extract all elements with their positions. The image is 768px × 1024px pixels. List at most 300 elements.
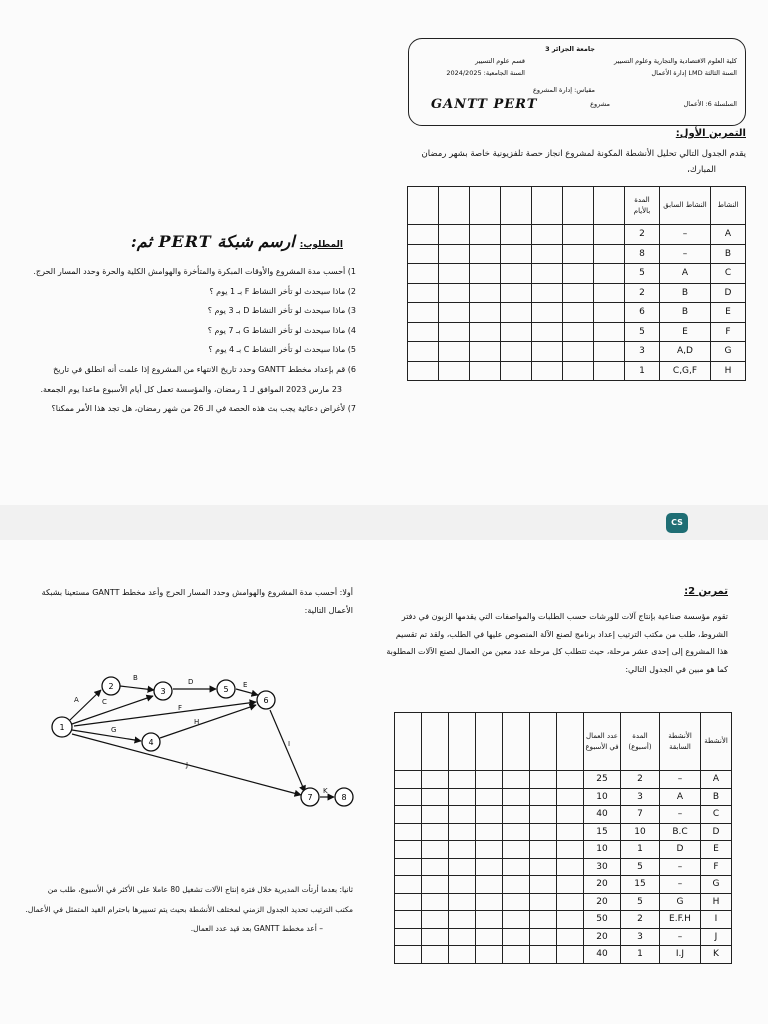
empty-col	[395, 713, 422, 771]
table-row	[395, 771, 732, 789]
empty-cell	[408, 303, 439, 323]
empty-cell	[594, 264, 625, 284]
empty-cell	[476, 806, 503, 824]
empty-cell	[476, 771, 503, 789]
empty-cell	[395, 771, 422, 789]
node-label: 4	[148, 738, 154, 747]
table-row	[408, 244, 746, 264]
intro-line: الشروط، طلب من مكتب الترتيب إعداد برنامج لصنع الآلة المنصوص عليها في الطلب، ولقد تم تقسيم	[395, 629, 728, 639]
empty-cell	[557, 946, 584, 964]
empty-cell	[530, 893, 557, 911]
col-duration: المدة (أسبوع)	[621, 713, 660, 771]
node-label: 8	[341, 793, 347, 802]
table-cell: 20	[584, 928, 621, 946]
series-suffix: مشروع	[590, 100, 610, 108]
empty-cell	[503, 841, 530, 859]
empty-cell	[408, 361, 439, 381]
table-cell: –	[660, 771, 701, 789]
table-cell: A	[711, 225, 746, 245]
empty-cell	[470, 225, 501, 245]
table-cell: 25	[584, 771, 621, 789]
empty-cell	[501, 244, 532, 264]
question-item: 23 مارس 2023 الموافق لـ 1 رمضان، والمؤسسة تعمل كل أيام الأسبوع ماعدا يوم الجمعة.	[40, 384, 342, 394]
table-row	[395, 841, 732, 859]
question-item: 5) ماذا سيحدث لو تأخر النشاط C بـ 4 يوم ؟	[208, 345, 356, 355]
table-row	[408, 303, 746, 323]
table-cell: 40	[584, 946, 621, 964]
table-cell: A	[701, 771, 732, 789]
table-cell: H	[711, 361, 746, 381]
empty-cell	[503, 823, 530, 841]
empty-cell	[532, 264, 563, 284]
edge-I-line	[270, 710, 305, 792]
empty-cell	[408, 322, 439, 342]
empty-cell	[395, 946, 422, 964]
table-cell: D	[660, 841, 701, 859]
node-6	[257, 691, 275, 709]
required-handwritten: ارسم شبكة PERT ثم:	[130, 232, 295, 251]
empty-cell	[408, 342, 439, 362]
empty-col	[594, 187, 625, 225]
part-2-line: – أعد مخطط GANTT بعد قيد عدد العمال.	[190, 924, 323, 933]
part-2-text	[18, 880, 353, 939]
empty-cell	[532, 361, 563, 381]
empty-cell	[439, 264, 470, 284]
university-name: جامعة الجزائر 3	[545, 45, 595, 53]
empty-cell	[470, 342, 501, 362]
empty-col	[439, 187, 470, 225]
table-row	[395, 876, 732, 894]
empty-col	[476, 713, 503, 771]
empty-cell	[501, 303, 532, 323]
table-row	[408, 264, 746, 284]
empty-col	[422, 713, 449, 771]
empty-cell	[563, 361, 594, 381]
table-cell: A	[660, 264, 711, 284]
page-gap	[0, 505, 768, 540]
empty-cell	[594, 342, 625, 362]
empty-col	[530, 713, 557, 771]
empty-cell	[532, 303, 563, 323]
empty-cell	[557, 806, 584, 824]
empty-cell	[449, 928, 476, 946]
table-cell: 5	[621, 858, 660, 876]
empty-cell	[530, 788, 557, 806]
table-row	[395, 911, 732, 929]
empty-cell	[563, 264, 594, 284]
empty-cell	[503, 946, 530, 964]
edge-label-G: G	[111, 726, 117, 734]
empty-cell	[476, 788, 503, 806]
table-cell: B.C	[660, 823, 701, 841]
empty-cell	[503, 771, 530, 789]
table-cell: B	[701, 788, 732, 806]
question-item: 2) ماذا سيحدث لو تأخر النشاط F بـ 1 يوم ؟	[209, 286, 356, 296]
table-cell: 10	[621, 823, 660, 841]
col-activity: النشاط	[711, 187, 746, 225]
intro-line-2: المبارك،	[687, 165, 716, 176]
intro-line: هذا المشروع إلى إحدى عشر مرحلة، حيث تتطلب كل مرحلة عدد معين من العمال لصنع الآلات المطلوبة	[386, 647, 728, 657]
edge-label-B: B	[133, 674, 138, 682]
empty-cell	[449, 858, 476, 876]
table-cell: F	[701, 858, 732, 876]
empty-cell	[594, 322, 625, 342]
empty-cell	[503, 911, 530, 929]
table-cell: H	[701, 893, 732, 911]
empty-cell	[422, 788, 449, 806]
empty-cell	[557, 858, 584, 876]
edge-label-A: A	[74, 696, 79, 704]
empty-col	[470, 187, 501, 225]
node-label: 3	[160, 687, 166, 696]
table-cell: 3	[621, 788, 660, 806]
empty-cell	[470, 264, 501, 284]
node-2	[102, 677, 120, 695]
table-cell: 5	[621, 893, 660, 911]
empty-cell	[503, 876, 530, 894]
edge-label-H: H	[194, 718, 200, 726]
part-2-line: ثانيا: بعدما أرتأت المديرية خلال فترة إنتاج الآلات تشغيل 80 عاملا على الأكثر في الأسبوع، طلب من	[47, 885, 353, 894]
empty-cell	[530, 911, 557, 929]
table-cell: J	[701, 928, 732, 946]
node-label: 1	[59, 723, 65, 732]
empty-cell	[395, 928, 422, 946]
table-cell: 1	[625, 361, 660, 381]
empty-col	[503, 713, 530, 771]
table-cell: 7	[621, 806, 660, 824]
table-cell: 40	[584, 806, 621, 824]
question-item: 4) ماذا سيحدث لو تأخر النشاط G بـ 7 يوم ؟	[207, 325, 356, 335]
empty-cell	[476, 928, 503, 946]
empty-cell	[557, 788, 584, 806]
empty-cell	[449, 771, 476, 789]
question-item: 7) لأغراض دعائية يجب بث هذه الحصة في الـ 26 من شهر رمضان، هل تجد هذا الأمر ممكنا؟	[51, 404, 356, 414]
empty-cell	[532, 244, 563, 264]
node-3	[154, 682, 172, 700]
empty-cell	[408, 264, 439, 284]
table-row	[408, 361, 746, 381]
empty-cell	[395, 841, 422, 859]
empty-cell	[563, 322, 594, 342]
empty-cell	[530, 771, 557, 789]
empty-cell	[449, 946, 476, 964]
edge-B-line	[120, 686, 154, 690]
intro-line: كما هو مبين في الجدول التالي:	[625, 664, 728, 674]
table-cell: –	[660, 244, 711, 264]
part-1-line-1: أولا: أحسب مدة المشروع والهوامش وحدد المسار الحرج وأعد مخطط GANTT مستعينا بشبكة	[41, 588, 353, 597]
empty-cell	[594, 283, 625, 303]
empty-col	[532, 187, 563, 225]
col-workers: عدد العمال في الأسبوع	[584, 713, 621, 771]
empty-cell	[470, 322, 501, 342]
empty-cell	[503, 928, 530, 946]
table-cell: 20	[584, 893, 621, 911]
academic-year: السنة الجامعية: 2024/2025	[446, 69, 525, 77]
table-cell: 5	[625, 322, 660, 342]
empty-cell	[501, 264, 532, 284]
empty-cell	[449, 876, 476, 894]
empty-cell	[395, 858, 422, 876]
empty-cell	[557, 911, 584, 929]
empty-cell	[395, 893, 422, 911]
empty-cell	[530, 928, 557, 946]
empty-col	[501, 187, 532, 225]
edge-H-line	[160, 705, 256, 738]
part-1-line-2: الأعمال التالية:	[304, 606, 353, 616]
exercise-2-title: تمرين 2:	[684, 586, 728, 597]
part-2-line: مكتب الترتيب تحديد الجدول الزمني لمختلف الأنشطة بحيث يتم تسييرها باحترام القيد المتمثل في الأعمال.	[25, 904, 353, 914]
table-cell: 3	[625, 342, 660, 362]
table-cell: 5	[625, 264, 660, 284]
level: السنة الثالثة LMD إدارة الأعمال	[651, 69, 737, 77]
empty-cell	[532, 283, 563, 303]
empty-cell	[501, 322, 532, 342]
empty-cell	[439, 283, 470, 303]
empty-cell	[476, 841, 503, 859]
edge-label-I: I	[288, 740, 291, 748]
empty-col	[408, 187, 439, 225]
empty-cell	[563, 225, 594, 245]
empty-cell	[395, 788, 422, 806]
table-cell: 15	[621, 876, 660, 894]
empty-cell	[530, 806, 557, 824]
empty-cell	[422, 928, 449, 946]
empty-cell	[449, 893, 476, 911]
edge-G-line	[72, 730, 141, 741]
table-cell: –	[660, 225, 711, 245]
empty-cell	[503, 893, 530, 911]
node-1	[52, 717, 72, 737]
table-cell: 10	[584, 788, 621, 806]
empty-cell	[439, 303, 470, 323]
empty-cell	[563, 342, 594, 362]
table-cell: B	[711, 244, 746, 264]
empty-cell	[395, 911, 422, 929]
series-title: السلسلة 6: الأعمال	[683, 100, 737, 108]
edge-label-K: K	[323, 787, 328, 795]
empty-cell	[532, 322, 563, 342]
part-1-text	[18, 584, 353, 621]
col-activity: الأنشطة	[701, 713, 732, 771]
table-cell: –	[660, 876, 701, 894]
empty-cell	[563, 303, 594, 323]
empty-cell	[422, 946, 449, 964]
empty-cell	[503, 788, 530, 806]
empty-cell	[530, 946, 557, 964]
handwritten-note: GANTT PERT	[431, 97, 538, 112]
edge-label-D: D	[188, 678, 194, 686]
activities-table-2	[394, 712, 732, 964]
table-row	[395, 893, 732, 911]
empty-cell	[439, 244, 470, 264]
table-cell: C	[701, 806, 732, 824]
table-cell: A,D	[660, 342, 711, 362]
empty-cell	[422, 858, 449, 876]
empty-col	[449, 713, 476, 771]
table-cell: 1	[621, 946, 660, 964]
table-cell: G	[660, 893, 701, 911]
empty-cell	[470, 244, 501, 264]
empty-cell	[476, 946, 503, 964]
table-cell: –	[660, 806, 701, 824]
empty-cell	[530, 841, 557, 859]
table-cell: 2	[621, 911, 660, 929]
table-cell: C,G,F	[660, 361, 711, 381]
empty-cell	[449, 911, 476, 929]
edge-E-line	[236, 689, 258, 695]
empty-cell	[422, 893, 449, 911]
empty-cell	[395, 823, 422, 841]
table-cell: –	[660, 928, 701, 946]
node-8	[335, 788, 353, 806]
question-item: 3) ماذا سيحدث لو تأخر النشاط D بـ 3 يوم ؟	[207, 306, 356, 316]
empty-cell	[594, 361, 625, 381]
table-row	[395, 788, 732, 806]
empty-cell	[470, 303, 501, 323]
table-row	[395, 858, 732, 876]
table-cell: G	[711, 342, 746, 362]
edge-label-C: C	[102, 698, 107, 706]
empty-cell	[594, 303, 625, 323]
empty-cell	[439, 322, 470, 342]
empty-cell	[530, 876, 557, 894]
table-cell: 10	[584, 841, 621, 859]
table-header-row	[408, 187, 746, 225]
empty-cell	[476, 823, 503, 841]
table-cell: B	[660, 303, 711, 323]
table-row	[408, 283, 746, 303]
exercise-1-title: التمرين الأول:	[675, 128, 746, 139]
empty-cell	[476, 858, 503, 876]
table-cell: 6	[625, 303, 660, 323]
empty-cell	[449, 806, 476, 824]
empty-cell	[449, 788, 476, 806]
required-heading	[131, 232, 343, 251]
empty-cell	[422, 911, 449, 929]
exercise-2-intro	[388, 608, 728, 678]
document-header	[408, 38, 746, 126]
table-cell: 30	[584, 858, 621, 876]
empty-cell	[557, 771, 584, 789]
department-name: قسم علوم التسيير	[475, 57, 525, 65]
empty-cell	[422, 806, 449, 824]
empty-cell	[439, 342, 470, 362]
empty-cell	[594, 225, 625, 245]
camscanner-badge: CS	[666, 513, 688, 533]
table-cell: 2	[625, 225, 660, 245]
table-cell: A	[660, 788, 701, 806]
empty-cell	[470, 283, 501, 303]
empty-cell	[476, 893, 503, 911]
empty-cell	[408, 283, 439, 303]
empty-cell	[563, 244, 594, 264]
node-4	[142, 733, 160, 751]
empty-cell	[563, 283, 594, 303]
activities-table-1	[407, 186, 746, 381]
question-item: 6) قم بإعداد مخطط GANTT وحدد تاريخ الانتهاء من المشروع إذا علمت أنه انطلق في تاريخ	[53, 364, 356, 374]
table-cell: 1	[621, 841, 660, 859]
table-cell: K	[701, 946, 732, 964]
node-5	[217, 680, 235, 698]
empty-cell	[557, 841, 584, 859]
intro-line: تقوم مؤسسة صناعية بإنتاج آلات للورشات حسب الطلبات والمواصفات التي يقدمها الزبون في دفتر	[401, 612, 728, 621]
col-predecessor: الأنشطة السابقة	[660, 713, 701, 771]
page-exercise-1	[0, 0, 768, 505]
empty-cell	[422, 876, 449, 894]
empty-cell	[476, 876, 503, 894]
table-cell: 3	[621, 928, 660, 946]
empty-cell	[503, 806, 530, 824]
empty-cell	[530, 823, 557, 841]
empty-cell	[476, 911, 503, 929]
question-item: 1) أحسب مدة المشروع والأوقات المبكرة والمتأخرة والهوامش الكلية والحرة وحدد المسار الحرج.	[33, 267, 356, 276]
table-row	[395, 806, 732, 824]
required-label: المطلوب:	[299, 240, 343, 250]
empty-cell	[557, 823, 584, 841]
table-cell: 20	[584, 876, 621, 894]
empty-cell	[557, 893, 584, 911]
col-duration: المدة بالأيام	[625, 187, 660, 225]
node-label: 6	[263, 696, 269, 705]
empty-cell	[439, 361, 470, 381]
empty-cell	[594, 244, 625, 264]
edge-label-F: F	[178, 704, 183, 712]
edge-label-E: E	[243, 681, 248, 689]
table-cell: D	[711, 283, 746, 303]
table-row	[408, 225, 746, 245]
node-label: 7	[307, 793, 313, 802]
intro-line-1: يقدم الجدول التالي تحليل الأنشطة المكونة لمشروع انجاز حصة تلفزيونية خاصة بشهر رمضان	[421, 149, 746, 159]
table-cell: E.F.H	[660, 911, 701, 929]
empty-cell	[501, 342, 532, 362]
table-cell: F	[711, 322, 746, 342]
empty-cell	[422, 823, 449, 841]
activity-network-diagram	[40, 670, 370, 810]
table-row	[395, 946, 732, 964]
module-name: مقياس: إدارة المشروع	[533, 86, 595, 94]
empty-cell	[470, 361, 501, 381]
table-cell: I	[701, 911, 732, 929]
table-row	[395, 823, 732, 841]
table-cell: 8	[625, 244, 660, 264]
table-row	[408, 342, 746, 362]
table-header-row	[395, 713, 732, 771]
network-nodes	[52, 677, 353, 806]
node-label: 5	[223, 685, 229, 694]
empty-cell	[395, 876, 422, 894]
node-7	[301, 788, 319, 806]
exercise-1-intro	[411, 146, 746, 178]
empty-cell	[395, 806, 422, 824]
empty-cell	[501, 225, 532, 245]
empty-cell	[532, 225, 563, 245]
table-row	[395, 928, 732, 946]
faculty-name: كلية العلوم الاقتصادية والتجارية وعلوم التسيير	[614, 57, 737, 65]
empty-cell	[408, 244, 439, 264]
empty-cell	[557, 928, 584, 946]
table-cell: E	[711, 303, 746, 323]
table-cell: 15	[584, 823, 621, 841]
table-cell: –	[660, 858, 701, 876]
page-exercise-2	[0, 540, 768, 1024]
edge-label-J: J	[186, 761, 189, 769]
table-row	[408, 322, 746, 342]
empty-cell	[503, 858, 530, 876]
table-cell: I.J	[660, 946, 701, 964]
empty-cell	[422, 771, 449, 789]
table-cell: G	[701, 876, 732, 894]
empty-cell	[439, 225, 470, 245]
